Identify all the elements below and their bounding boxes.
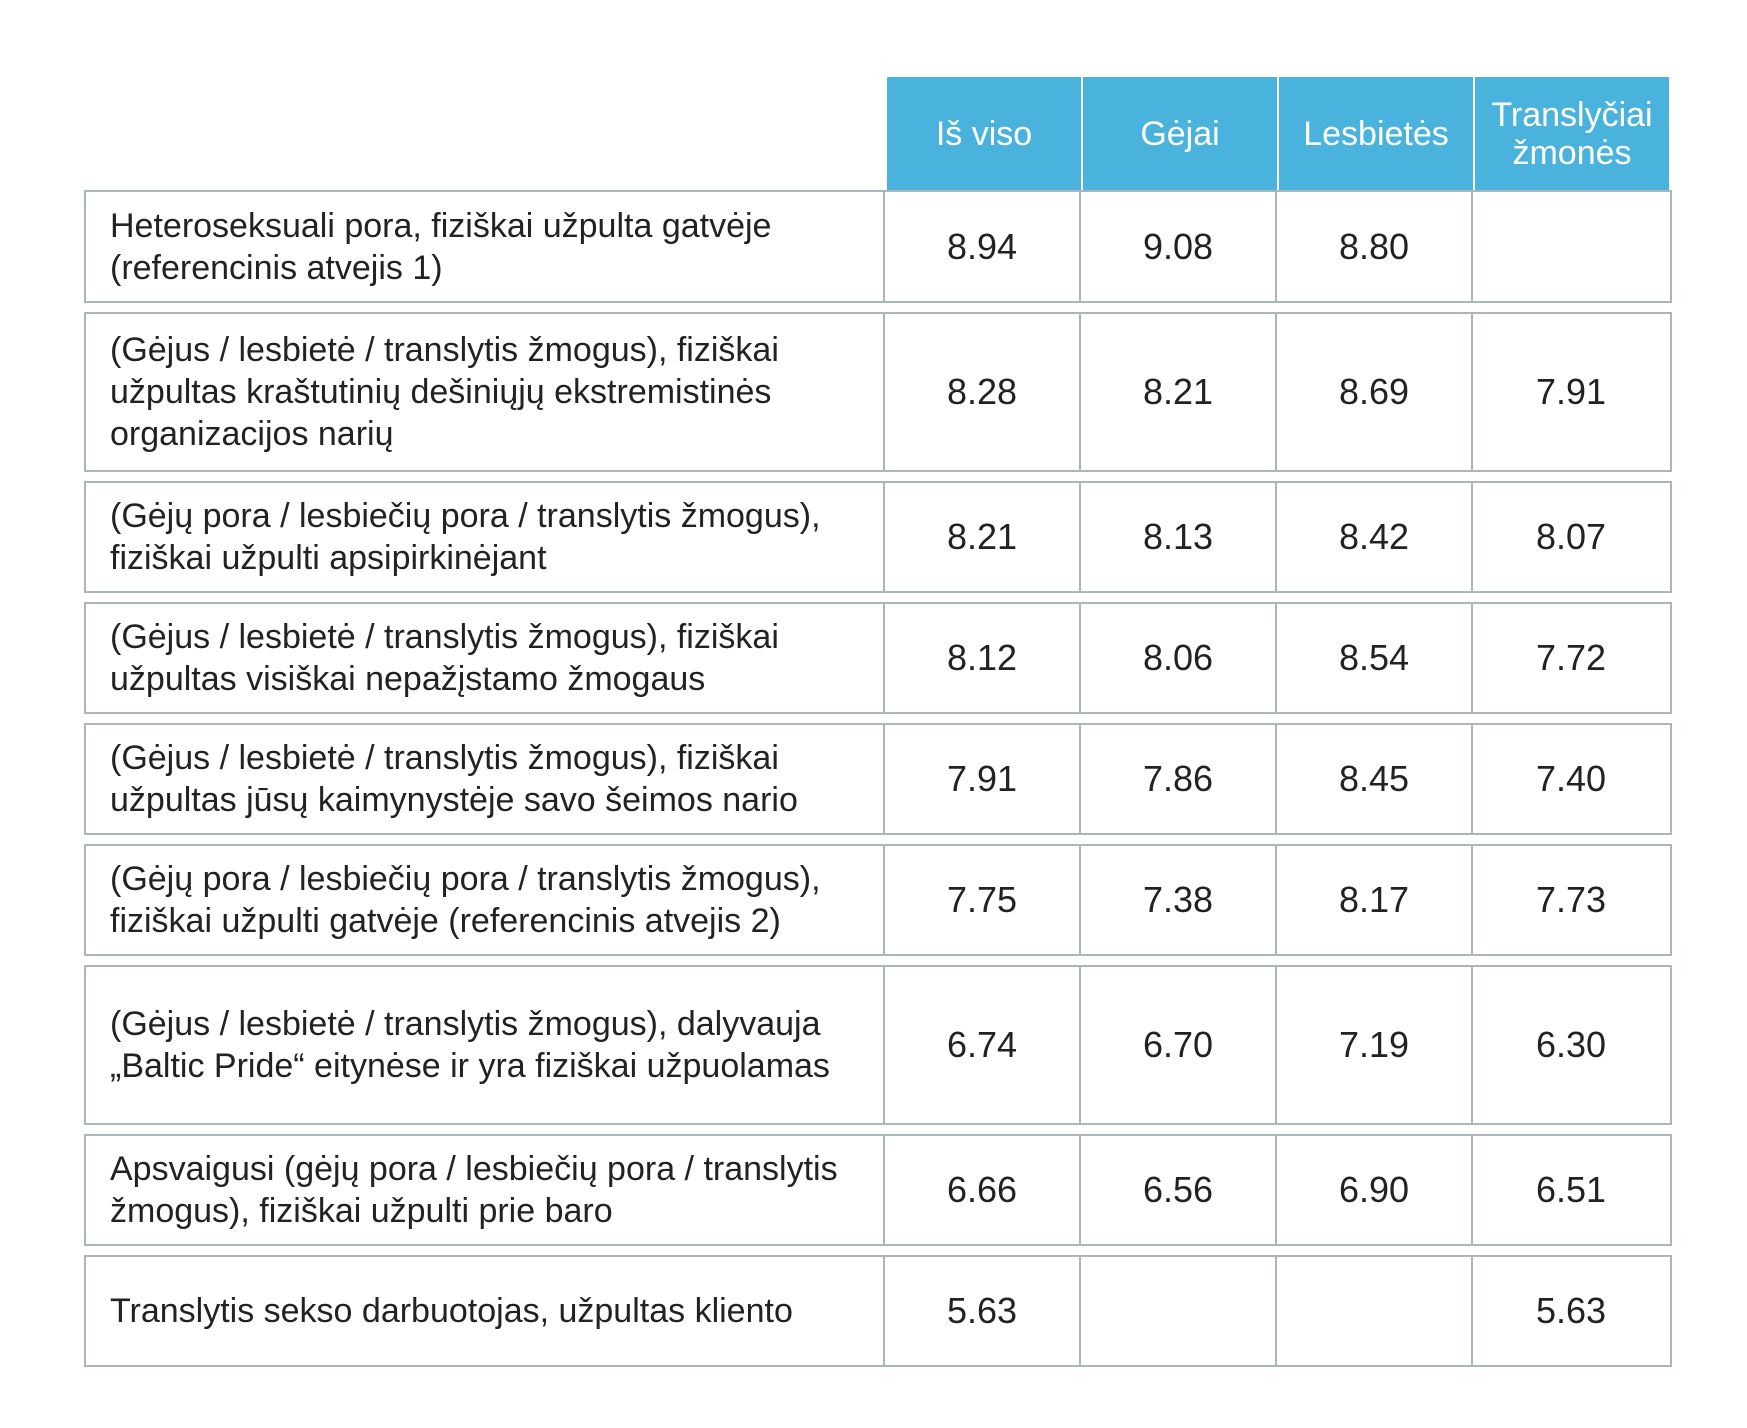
cell-lesbians: 7.19 xyxy=(1277,967,1473,1123)
row-label: (Gėjus / lesbietė / translytis žmogus), fiziškai užpultas jūsų kaimynystėje savo šeimos nario xyxy=(86,725,885,833)
table-row xyxy=(84,723,1672,835)
row-label: Heteroseksuali pora, fiziškai užpulta gatvėje (referencinis atvejis 1) xyxy=(86,192,885,301)
cell-trans: 7.73 xyxy=(1535,879,1607,920)
cell-trans: 7.40 xyxy=(1535,758,1607,799)
cell-gays: 6.56 xyxy=(1081,1136,1277,1244)
cell-lesbians xyxy=(1277,1257,1473,1365)
row-label: Translytis sekso darbuotojas, užpultas kliento xyxy=(86,1257,885,1365)
row-label: Apsvaigusi (gėjų pora / lesbiečių pora / translytis žmogus), fiziškai užpulti prie baro xyxy=(86,1136,885,1244)
cell-trans: 8.07 xyxy=(1535,516,1607,557)
cell-gays: 6.70 xyxy=(1081,967,1277,1123)
cell-total: 6.74 xyxy=(885,967,1081,1123)
table-row xyxy=(84,1134,1672,1246)
table-header xyxy=(84,77,1672,190)
cell-gays: 8.21 xyxy=(1081,314,1277,470)
cell-lesbians: 8.17 xyxy=(1277,846,1473,954)
cell-lesbians: 8.54 xyxy=(1277,604,1473,712)
cell-total: 6.66 xyxy=(885,1136,1081,1244)
table-row xyxy=(84,602,1672,714)
cell-gays: 8.13 xyxy=(1081,483,1277,591)
cell-gays: 7.86 xyxy=(1081,725,1277,833)
cell-lesbians: 8.42 xyxy=(1277,483,1473,591)
cell-total: 7.91 xyxy=(885,725,1081,833)
cell-trans: 7.91 xyxy=(1535,371,1607,412)
row-label: (Gėjų pora / lesbiečių pora / translytis žmogus), fiziškai užpulti gatvėje (referencinis atvejis 2) xyxy=(86,846,885,954)
row-label: (Gėjų pora / lesbiečių pora / translytis žmogus), fiziškai užpulti apsipirkinėjant xyxy=(86,483,885,591)
cell-total: 8.12 xyxy=(885,604,1081,712)
table-row xyxy=(84,844,1672,956)
table-row xyxy=(84,312,1672,472)
column-header-trans: Translyčiai žmonės xyxy=(1473,77,1669,190)
cell-gays: 8.06 xyxy=(1081,604,1277,712)
cell-lesbians: 8.80 xyxy=(1277,192,1473,301)
cell-total: 8.28 xyxy=(885,314,1081,470)
cell-gays: 9.08 xyxy=(1081,192,1277,301)
cell-trans: 6.51 xyxy=(1535,1169,1607,1210)
cell-total: 5.63 xyxy=(885,1257,1081,1365)
cell-total: 8.94 xyxy=(885,192,1081,301)
row-label: (Gėjus / lesbietė / translytis žmogus), fiziškai užpultas visiškai nepažįstamo žmogaus xyxy=(86,604,885,712)
table-row xyxy=(84,190,1672,303)
cell-trans: 5.63 xyxy=(1535,1290,1607,1331)
row-label: (Gėjus / lesbietė / translytis žmogus), dalyvauja „Baltic Pride“ eitynėse ir yra fiziškai užpuolamas xyxy=(86,967,885,1123)
column-header-total: Iš viso xyxy=(885,77,1081,190)
cell-lesbians: 6.90 xyxy=(1277,1136,1473,1244)
cell-total: 8.21 xyxy=(885,483,1081,591)
cell-lesbians: 8.69 xyxy=(1277,314,1473,470)
data-table xyxy=(84,77,1672,1367)
table-row xyxy=(84,1255,1672,1367)
cell-trans: 6.30 xyxy=(1535,1024,1607,1065)
row-label: (Gėjus / lesbietė / translytis žmogus), fiziškai užpultas kraštutinių dešiniųjų ekstremistinės organizacijos narių xyxy=(86,314,885,470)
table-row xyxy=(84,965,1672,1125)
cell-gays xyxy=(1081,1257,1277,1365)
cell-gays: 7.38 xyxy=(1081,846,1277,954)
column-header-gays: Gėjai xyxy=(1081,77,1277,190)
cell-trans xyxy=(1473,192,1669,301)
table-row xyxy=(84,481,1672,593)
cell-trans: 7.72 xyxy=(1535,637,1607,678)
cell-total: 7.75 xyxy=(885,846,1081,954)
column-header-lesbians: Lesbietės xyxy=(1277,77,1473,190)
cell-lesbians: 8.45 xyxy=(1277,725,1473,833)
header-spacer xyxy=(84,77,885,190)
